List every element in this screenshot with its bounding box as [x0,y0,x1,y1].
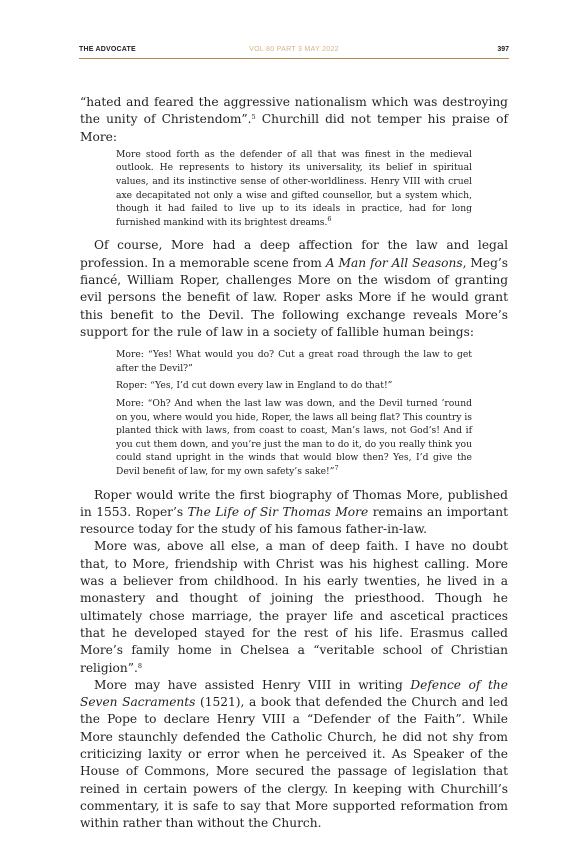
footnote-ref-5[interactable]: 5 [251,113,256,122]
block-quote-dialogue [116,348,472,478]
footnote-ref-7[interactable]: 7 [334,463,339,472]
journal-title: THE ADVOCATE [79,46,136,53]
work-title-defence-of-sacraments: Defence of the Seven Sacraments [80,677,508,710]
paragraph-3: Roper would write the first biography of Thomas More, published in 1553. Roper’s The Life of Sir Thomas More remains an important resource today for the study of his famous father-in-law. [80,487,509,537]
paragraph-5: More may have assisted Henry VIII in writing Defence of the Seven Sacraments (1521), a book that defended the Church and led the Pope to declare Henry VIII a “Defender of the Faith”. While More staunchly defended the Catholic Church, he did not shy from criticizing laxity or error when he perceived it. As Speaker of the House of Commons, More secured the passage of legislation that reined in certain powers of the clergy. In keeping with Churchill’s commentary, it is safe to say that More supported reformation from within rather than without the Church. [80,677,508,831]
dialogue-line-1: More: “Yes! What would you do? Cut a great road through the law to get after the Devil?” [116,349,472,374]
header-rule [79,58,509,59]
work-title-a-man-for-all-seasons: A Man for All Seasons [325,255,463,270]
paragraph-2: Of course, More had a deep affection for the law and legal profession. In a memorable scene from A Man for All Seasons, Meg’s fiancé, William Roper, challenges More on the wisdom of granting evil persons the benefit of law. Roper asks More if he would grant this benefit to the Devil. The following exchange reveals More’s support for the rule of law in a society of fallible human beings: [80,238,508,339]
paragraph-4: More was, above all else, a man of deep faith. I have no doubt that, to More, friendship with Christ was his highest calling. More was a believer from childhood. In his early twenties, he lived in a monastery and thought of joining the priesthood. Though he ultimately chose marriage, the prayer life and ascetical practices that he developed stayed for the rest of his life. Erasmus called More’s family home in Chelsea a “veritable school of Christian religion”.$^8$ [80,539,508,675]
dialogue-line-2: Roper: “Yes, I’d cut down every law in England to do that!” [116,380,393,392]
paragraph-1: “hated and feared the aggressive nationalism which was destroying the unity of Christendom”.$^5$ Churchill did not temper his praise of More: [80,95,508,144]
page-number: 397 [497,46,509,53]
work-title-life-of-more: The Life of Sir Thomas More [187,504,369,519]
volume-info: VOL 80 PART 3 MAY 2022 [249,46,339,53]
dialogue-line-3: More: “Oh? And when the last law was down, and the Devil turned ’round on you, where would you hide, Roper, the laws all being flat? This country is planted thick with laws, from coast to coast, Man’s laws, not God’s! And if you cut them down, and you’re just the man to do it, do you really think you could stand upright in the winds that would blow then? Yes, I’d give the Devil benefit of law, for my own safety’s sake!”$^7$ [116,398,472,477]
footnote-ref-8[interactable]: 8 [137,661,142,670]
article-body [80,94,508,833]
footnote-ref-6[interactable]: 6 [327,214,332,223]
block-quote-churchill: More stood forth as the defender of all that was finest in the medieval outlook. He represents to history its universality, its belief in spiritual values, and its instinctive sense of other-worldliness. Henry VIII with cruel axe decapitated not only a wise and gifted counsellor, but a system which, though it had failed to live up to its ideals in practice, had for long furnished mankind with its brightest dreams.$^6$ [116,148,472,228]
